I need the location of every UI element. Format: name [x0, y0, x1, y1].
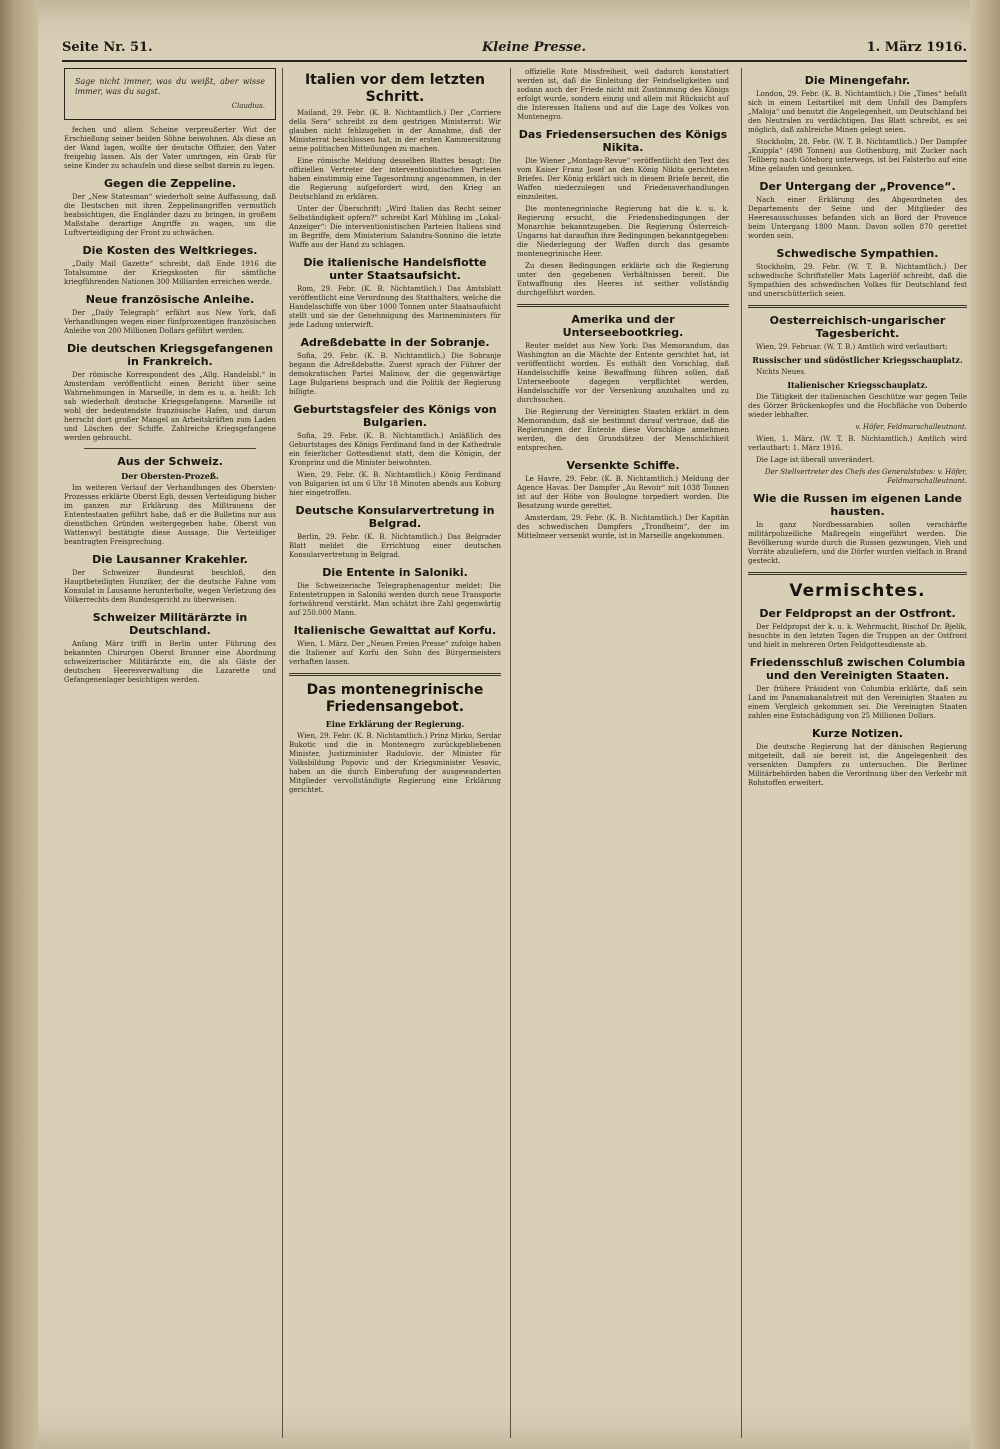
article-text: Anfang März trifft in Berlin unter Führung des bekannten Chirurgen Oberst Brunner eine Abordnung schweizerischer Militärärzte ein, die als Gäste der deutschen Heeresverwaltung die Lazarette und Gefangenenlager besichtigen werden.: [64, 640, 276, 684]
issue-date: 1. März 1916.: [866, 40, 967, 55]
newspaper-title: Kleine Presse.: [482, 40, 587, 55]
article-text: Rom, 29. Febr. (K. B. Nichtamtlich.) Das Amtsblatt veröffentlicht eine Verordnung des Statthalters, welche die Handelsschiffe von über 1000 Tonnen unter Staatsaufsicht stellt und sie der Genehmigung des Marineministers für jede Ladung unterwirft.: [289, 285, 501, 329]
article-text: Der „Daily Telegraph“ erfährt aus New York, daß Verhandlungen wegen einer fünfprozentigen französischen Anleihe von 200 Millionen Dollars geführt werden.: [64, 309, 276, 335]
article-text: Wien, 29. Febr. (K. B. Nichtamtlich.) Prinz Mirko, Serdar Bukotic und die in Montenegro zurückgebliebenen Minister, Justizminister Radulovic, der Minister für Volksbildung Popovic und der Kriegsminister Vesovic, haben an die durch Einberufung der ausgewanderten Mitglieder vervollständigte Regierung eine Erklärung gerichtet.: [289, 732, 501, 794]
article-text: Der frühere Präsident von Columbia erklärte, daß sein Land im Panamakanalstreit mit den Vereinigten Staaten zu einem Vergleich gekommen sei. Die Vereinigten Staaten zahlen eine Entschädigung von 25 Millionen Dollars.: [748, 685, 967, 720]
article-text: Die Schweizerische Telegraphenagentur meldet: Die Ententetruppen in Saloniki werden durch neue Transporte fortwährend verstärkt. Man schätzt ihre Zahl gegenwärtig auf 250.000 Mann.: [289, 582, 501, 617]
article-text: Berlin, 29. Febr. (K. B. Nichtamtlich.) Das Belgrader Blatt meldet die Errichtung einer deutschen Konsularvertretung in Belgrad.: [289, 533, 501, 559]
article-text: „Daily Mail Gazette“ schreibt, daß Ende 1916 die Totalsumme der Kriegskosten für sämtliche kriegführenden Nationen 300 Milliarden erreichen werde.: [64, 260, 276, 286]
article-text: Zu diesen Bedingungen erklärte sich die Regierung unter den gegebenen Verhältnissen bereit. Die Entwaffnung des Heeres ist seither vollständig durchgeführt worden.: [517, 262, 729, 297]
article-text: Nach einer Erklärung des Abgeordneten des Departements der Seine und der Mitglieder des Heeresausschusses befanden sich an Bord der Provence beim Untergang 1800 Mann. Davon sollen 870 gerettet worden sein.: [748, 196, 967, 240]
article-text: Le Havre, 29. Febr. (K. B. Nichtamtlich.) Meldung der Agence Havas. Der Dampfer „Au Revoir“ mit 1038 Tonnen ist auf der Höhe von Boulogne torpediert worden. Die Besatzung wurde gerettet.: [517, 475, 729, 510]
article-text: Amsterdam, 29. Febr. (K. B. Nichtamtlich.) Der Kapitän des schwedischen Dampfers „Trondheim“, der im Mittelmeer versenkt wurde, ist in Marseille angekommen.: [517, 514, 729, 540]
headline: Italienische Gewalttat auf Korfu.: [293, 624, 497, 637]
article-text: Die Lage ist überall unverändert.: [756, 456, 875, 464]
column-rule: [510, 68, 511, 1438]
article-text: Stockholm, 28. Febr. (W. T. B. Nichtamtlich.) Der Dampfer „Knippla“ (498 Tonnen) aus Gothenburg, mit Zucker nach Tellberg nach Göteborg unterwegs, ist bei Falsterbo auf eine Mine gelaufen und gesunken.: [748, 138, 967, 173]
column-3: [517, 68, 729, 544]
article-text: fechen und allem Scheine verpreußerter Wut der Erschießung seiner beiden Söhne beiwohnen. Als diese an der Wand lagen, wollte der deutsche Offizier, den Vater freigebig lassen. Als der Vater umringen, ein Grab für seine Kinder zu schaufeln und diese selbst darein zu legen.: [64, 126, 276, 170]
article-text: Unter der Überschrift: „Wird Italien das Recht seiner Selbständigkeit opfern?“ schreibt Karl Mühling im „Lokal-Anzeiger“: Die interventionistischen Parteien Italiens sind im Begriffe, dem Ministerium Salandra-Sonnino die letzte Waffe aus der Hand zu schlagen.: [289, 205, 501, 249]
article-text: Die Regierung der Vereinigten Staaten erklärt in dem Memorandum, daß sie bestimmt darauf vertraue, daß die Regierungen der Entente diese Vorschläge annehmen werden, die den Grundsätzen der Menschlichkeit entsprechen.: [517, 408, 729, 452]
headline: Die Minengefahr.: [804, 74, 911, 87]
motto-box: [64, 68, 276, 120]
article-text: Wien, 29. Febr. (K. B. Nichtamtlich.) König Ferdinand von Bulgarien ist um 6 Uhr 18 Minuten abends aus Koburg hier eingetroffen.: [289, 471, 501, 497]
subheadline: Italienischer Kriegsschauplatz.: [787, 380, 928, 390]
column-rule: [282, 68, 283, 1438]
article-text: Der „New Statesman“ wiederholt seine Auffassung, daß die Deutschen mit ihren Zeppelinangriffen vermutlich beabsichtigen, die Engländer dazu zu bringen, in großem Maßstabe derartige Angriffe zu wagen, um die Luftverteidigung der Front zu schwächen.: [64, 193, 276, 237]
headline: Die Kosten des Weltkrieges.: [82, 244, 258, 257]
divider: [517, 304, 729, 307]
headline: Kurze Notizen.: [812, 727, 903, 740]
headline: Der Feldpropst an der Ostfront.: [759, 607, 956, 620]
divider: [289, 673, 501, 676]
article-text: Die deutsche Regierung hat der dänischen Regierung mitgeteilt, daß sie bereit ist, die Angelegenheit des versenkten Dampfers zu untersuchen. Die Berliner Militärbehörden haben die Verordnung über den Verkehr mit Rohstoffen erweitert.: [748, 743, 967, 787]
headline: Die Entente in Saloniki.: [322, 566, 468, 579]
article-text: Die montenegrinische Regierung hat die k. u. k. Regierung ersucht, die Friedensbedingungen der Monarchie bekanntzugeben. Die Regierung Österreich-Ungarns hat daraufhin ihre Bedingungen bekanntgegeben: die Niederlegung der Waffen durch das gesamte montenegrinische Heer.: [517, 205, 729, 258]
book-binding: [0, 0, 38, 1449]
article-text: Nichts Neues.: [756, 368, 807, 376]
article-text: Reuter meldet aus New York: Das Memorandum, das Washington an die Mächte der Entente gerichtet hat, ist veröffentlicht worden. Es enthält den Vorschlag, daß Handelsschiffe keine Bewaffnung führen sollen, daß Unterseeboote dagegen verpflichtet werden, Handelsschiffe vor der Versenkung anzuhalten und zu durchsuchen.: [517, 342, 729, 404]
page-header: [62, 38, 967, 62]
subheadline: Eine Erklärung der Regierung.: [325, 719, 465, 729]
column-rule: [741, 68, 742, 1438]
article-text: In ganz Nordbessarabien sollen verschärfte militärpolizeiliche Maßregeln eingeführt werden. Die Bevölkerung wurde durch die Russen gezwungen, Vieh und Vorräte abzuliefern, und die Dörfer wurden vielfach in Brand gesteckt.: [748, 521, 967, 565]
page-edge: [970, 0, 1000, 1449]
page-number: Seite Nr. 51.: [62, 40, 153, 55]
motto-author: Claudius.: [231, 102, 265, 110]
divider: [748, 305, 967, 308]
article-text: Der Schweizer Bundesrat beschloß, den Hauptbeteiligten Hunziker, der die deutsche Fahne vom Konsulat in Lausanne herunterholte, wegen Verletzung des Völkerrechts dem Bundesgericht zu überweisen.: [64, 569, 276, 604]
headline: Geburtstagsfeier des Königs von Bulgarien.: [293, 403, 497, 429]
article-text: Mailand, 29. Febr. (K. B. Nichtamtlich.) Der „Corriere della Sera“ schreibt zu dem gestrigen Ministerrat: Wir glauben nicht fehlzugehen in der Annahme, daß der Ministerrat beschlossen hat, in der ersten Kammersitzung seine politischen Mitteilungen zu machen.: [289, 109, 501, 153]
article-text: Sofia, 29. Febr. (K. B. Nichtamtlich.) Die Sobranje begann die Adreßdebatte. Zuerst sprach der Führer der demokratischen Partei Malinow, der die gegenwärtige Lage Bulgariens besprach und die Politik der Regierung billigte.: [289, 352, 501, 396]
article-text: Im weiteren Verlauf der Verhandlungen des Obersten-Prozesses erklärte Oberst Egli, dessen Verteidigung bisher im ganzen zur Erklärung des Mißtrauens der Ententestaaten geführt habe, daß er die Bulletins nur aus dienstlichen Gründen weitergegeben habe. Oberst von Wattenwyl bestätigte diese Aussage. Die Verteidiger beantragten Freisprechung.: [64, 484, 276, 546]
article-text: offizielle Rote Missfreiheit, weil dadurch konstatiert werden ist, daß die Einleitung der Feindseligkeiten und sodann auch der Friede nicht mit Zustimmung des Königs erfolgt wurde, sondern einzig und allein mit Rücksicht auf die Interessen Italiens und auf die Lage des Volkes von Montenegro.: [517, 68, 729, 121]
headline: Die Lausanner Krakehler.: [92, 553, 248, 566]
headline: Das montenegrinische Friedensangebot.: [306, 682, 484, 715]
headline: Oesterreichisch-ungarischer Tagesbericht.: [769, 314, 946, 340]
headline: Gegen die Zeppeline.: [103, 177, 237, 190]
article-text: Die Tätigkeit der italienischen Geschütze war gegen Teile des Görzer Brückenkopfes und die Hochfläche von Doberdo wieder lebhafter.: [748, 393, 967, 419]
article-text: Eine römische Meldung desselben Blattes besagt: Die offiziellen Vertreter der interventionistischen Parteien haben einstimmig eine Tagesordnung angenommen, in der die Regierung aufgefordert wird, den Krieg an Deutschland zu erklären.: [289, 157, 501, 201]
article-text: Wien, 1. März. (W. T. B. Nichtamtlich.) Amtlich wird verlautbart: 1. März 1916.: [748, 435, 967, 452]
headline: Schweizer Militärärzte in Deutschland.: [92, 611, 248, 637]
headline: Das Friedensersuchen des Königs Nikita.: [518, 128, 728, 154]
article-text: Wien, 1. März. Der „Neuen Freien Presse“ zufolge haben die Italiener auf Korfu den Sohn des Bürgermeisters verhaften lassen.: [289, 640, 501, 666]
divider: [84, 448, 256, 449]
section-headline: Vermischtes.: [789, 581, 926, 601]
subheadline: Russischer und südöstlicher Kriegsschauplatz.: [752, 355, 963, 365]
article-text: Stockholm, 29. Febr. (W. T. B. Nichtamtlich.) Der schwedische Schriftsteller Mats Lagerlöf schreibt, daß die Sympathien des schwedischen Volkes für Deutschland fest und unerschütterlich seien.: [748, 263, 967, 298]
headline: Der Untergang der „Provence“.: [759, 180, 956, 193]
headline: Versenkte Schiffe.: [566, 459, 680, 472]
article-text: Der Feldpropst der k. u. k. Wehrmacht, Bischof Dr. Bjelik, besuchte in den letzten Tagen die Truppen an der Ostfront und hielt in mehreren Orten Feldgottesdienste ab.: [748, 623, 967, 649]
headline: Friedensschluß zwischen Columbia und den Vereinigten Staaten.: [749, 656, 966, 682]
article-text: Die Wiener „Montags-Revue“ veröffentlicht den Text des vom Kaiser Franz Josef an den König Nikita gerichteten Briefes. Der König erklärt sich in diesem Briefe bereit, die Waffen niederzulegen und Friedensverhandlungen einzuleiten.: [517, 157, 729, 201]
motto-text: Sage nicht immer, was du weißt, aber wisse immer, was du sagst.: [75, 77, 265, 96]
headline: Schwedische Sympathien.: [776, 247, 939, 260]
signature: v. Höfer, Feldmarschalleutnant.: [855, 423, 967, 431]
divider: [748, 572, 967, 575]
headline: Deutsche Konsularvertretung in Belgrad.: [295, 504, 495, 530]
headline: Amerika und der Unterseebootkrieg.: [562, 313, 684, 339]
headline: Die italienische Handelsflotte unter Staatsaufsicht.: [303, 256, 487, 282]
headline: Adreßdebatte in der Sobranje.: [300, 336, 490, 349]
headline: Neue französische Anleihe.: [85, 293, 255, 306]
signature: Der Stellvertreter des Chefs des Generalstabes: v. Höfer, Feldmarschalleutnant.: [764, 468, 967, 485]
article-text: Wien, 29. Februar. (W. T. B.) Amtlich wird verlautbart:: [756, 343, 948, 351]
column-4: [748, 68, 967, 791]
article-text: London, 29. Febr. (K. B. Nichtamtlich.) Die „Times“ befaßt sich in einem Leitartikel mit dem Unfall des Dampfers „Maloja“ und benutzt die Angelegenheit, um Deutschland bei den Neutralen zu verdächtigen. Das Blatt schreibt, es sei möglich, daß zahlreiche Minen gelegt seien.: [748, 90, 967, 134]
headline: Die deutschen Kriegsgefangenen in Frankreich.: [66, 342, 274, 368]
column-2: [289, 68, 501, 798]
article-text: Der römische Korrespondent des „Allg. Handelsbl.“ in Amsterdam veröffentlicht einen Bericht über seine Wahrnehmungen in Marseille, in dem es u. a. heißt: Ich sah wiederholt deutsche Kriegsgefangene. Marseille ist wohl der bedeutendste französische Hafen, und darum herrscht dort großer Mangel an Arbeitskräften zum Laden und Löschen der Schiffe. Zahlreiche Kriegsgefangene werden gebraucht.: [64, 371, 276, 442]
subheadline: Der Obersten-Prozeß.: [121, 471, 219, 481]
article-text: Sofia, 29. Febr. (K. B. Nichtamtlich.) Anläßlich des Geburtstages des Königs Ferdinand fand in der Kathedrale ein feierlicher Gottesdienst statt, dem die Königin, der Kronprinz und die Minister beiwohnten.: [289, 432, 501, 467]
headline: Italien vor dem letzten Schritt.: [304, 72, 486, 105]
column-1: [64, 68, 276, 688]
headline: Wie die Russen im eigenen Lande hausten.: [753, 492, 962, 518]
headline: Aus der Schweiz.: [117, 455, 223, 468]
